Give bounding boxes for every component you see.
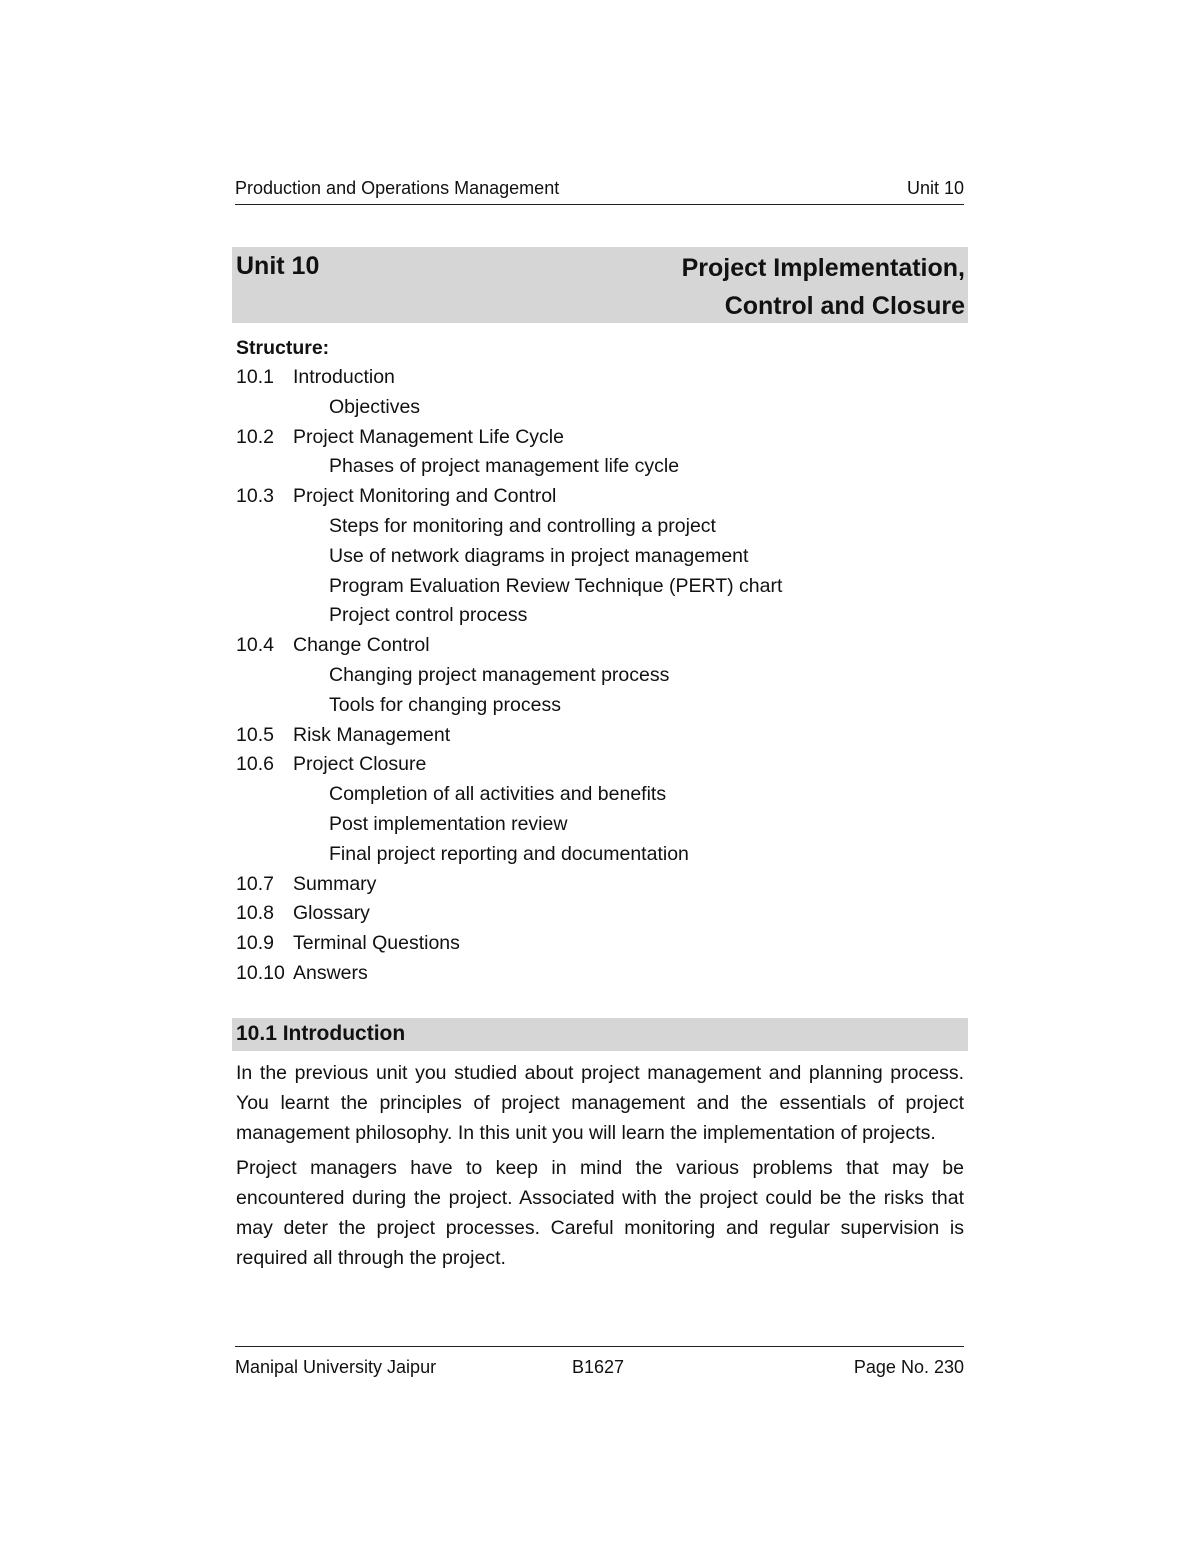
structure-item-number: 10.10 <box>236 961 285 984</box>
structure-subitem <box>236 661 966 691</box>
structure-item-title: Use of network diagrams in project management <box>329 544 749 567</box>
structure-item <box>236 959 966 989</box>
structure-item-title: Project Closure <box>293 753 427 776</box>
structure-item <box>236 363 966 393</box>
structure-subitem <box>236 572 966 602</box>
structure-item-title: Phases of project management life cycle <box>329 455 680 478</box>
structure-item-title: Objectives <box>329 395 421 418</box>
structure-subitem <box>236 810 966 840</box>
unit-title <box>682 249 965 325</box>
body-paragraph: Project managers have to keep in mind the various problems that may be encountered during the project. Associated with the project could be the risks that may deter the project processes. Careful monitoring and regular supervision is required all through the project. <box>236 1157 964 1269</box>
unit-label: Unit 10 <box>236 252 320 280</box>
structure-item-title: Terminal Questions <box>293 932 460 955</box>
structure-item-number: 10.4 <box>236 634 274 657</box>
structure-item-title: Answers <box>293 961 368 984</box>
structure-item <box>236 423 966 453</box>
running-footer <box>235 1346 964 1377</box>
structure-item-title: Project Monitoring and Control <box>293 485 557 508</box>
structure-item <box>236 631 966 661</box>
book-title: Production and Operations Management <box>235 178 560 198</box>
structure-heading: Structure: <box>236 337 330 359</box>
structure-item-title: Project Management Life Cycle <box>293 425 564 448</box>
structure-subitem <box>236 452 966 482</box>
structure-subitem <box>236 542 966 572</box>
footer-page-number: Page No. 230 <box>853 1357 964 1377</box>
unit-title-banner <box>232 247 968 323</box>
unit-title-line-1: Project Implementation, <box>681 254 965 282</box>
running-header <box>235 176 964 205</box>
structure-item-title: Introduction <box>293 366 395 388</box>
structure-subitem <box>236 601 966 631</box>
structure-subitem <box>236 840 966 870</box>
structure-item-title: Glossary <box>293 902 370 925</box>
structure-item-title: Program Evaluation Review Technique (PERT) chart <box>329 574 783 597</box>
unit-reference: Unit 10 <box>906 178 964 198</box>
structure-subitem <box>236 780 966 810</box>
structure-subitem <box>236 512 966 542</box>
structure-item <box>236 750 966 780</box>
structure-item-title: Final project reporting and documentation <box>329 842 689 865</box>
structure-item-title: Post implementation review <box>329 812 568 835</box>
structure-item-title: Completion of all activities and benefits <box>329 783 667 806</box>
unit-title-line-2: Control and Closure <box>724 292 965 320</box>
structure-item-title: Tools for changing process <box>329 693 561 716</box>
structure-item-number: 10.2 <box>236 425 274 448</box>
section-heading-banner <box>232 1018 968 1051</box>
structure-item <box>236 870 966 900</box>
footer-university: Manipal University Jaipur <box>235 1357 437 1377</box>
structure-item-number: 10.3 <box>236 485 274 508</box>
structure-item-number: 10.9 <box>236 932 274 955</box>
section-body <box>236 1059 964 1280</box>
footer-code: B1627 <box>572 1357 625 1377</box>
structure-item <box>236 899 966 929</box>
structure-item <box>236 929 966 959</box>
structure-item-title: Changing project management process <box>329 663 670 686</box>
structure-item-number: 10.8 <box>236 902 274 925</box>
structure-item-number: 10.5 <box>236 723 274 746</box>
structure-item-title: Project control process <box>329 604 528 627</box>
structure-item-number: 10.1 <box>236 366 274 388</box>
structure-subitem <box>236 691 966 721</box>
structure-item-title: Change Control <box>293 634 430 657</box>
structure-item-number: 10.6 <box>236 753 274 776</box>
body-paragraph: In the previous unit you studied about project management and planning process. You learnt the principles of project management and the essentials of project management philosophy. In this unit you will learn the implementation of projects. <box>236 1062 964 1144</box>
structure-outline <box>236 333 966 989</box>
structure-subitem <box>236 393 966 423</box>
structure-item-title: Summary <box>293 872 377 895</box>
structure-item-title: Steps for monitoring and controlling a project <box>329 514 716 537</box>
structure-item <box>236 482 966 512</box>
structure-item <box>236 721 966 751</box>
structure-item-number: 10.7 <box>236 872 274 895</box>
section-title: 10.1 Introduction <box>236 1022 406 1045</box>
structure-item-title: Risk Management <box>293 723 451 746</box>
structure-list <box>236 363 966 989</box>
